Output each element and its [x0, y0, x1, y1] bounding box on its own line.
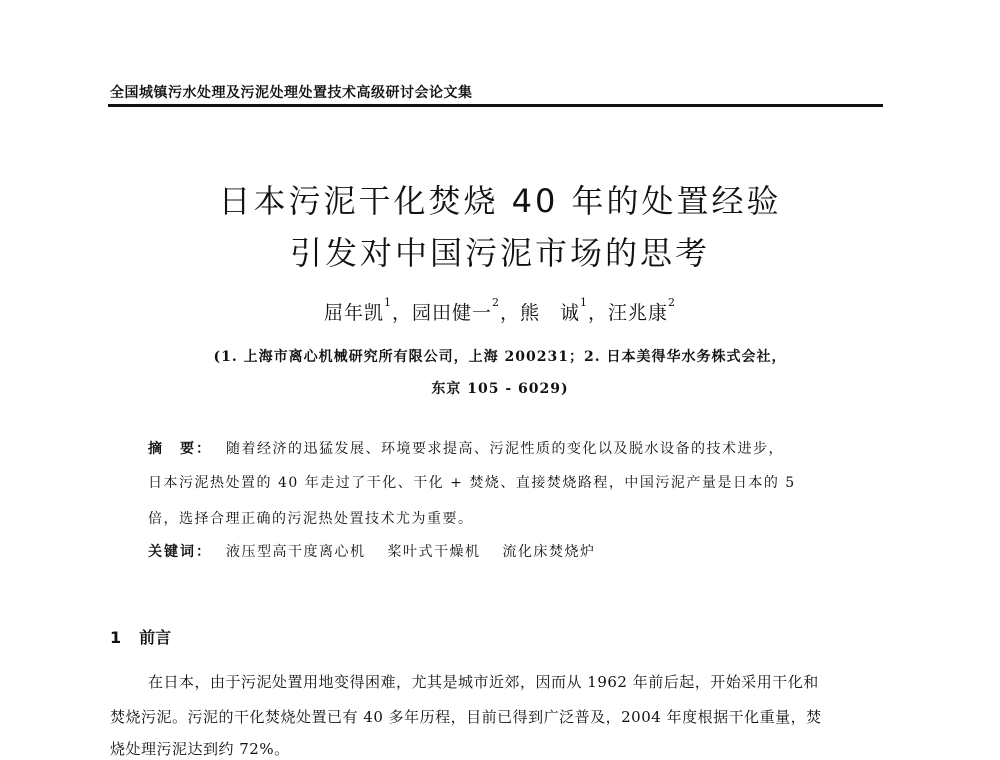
- body-paragraph-line-2: 焚烧污泥。污泥的干化焚烧处置已有 40 多年历程，目前已得到广泛普及，2004 年度根据干化重量，焚: [110, 708, 822, 726]
- title-line-1: 日本污泥干化焚烧 40 年的处置经验: [218, 182, 782, 220]
- author-affiliation-mark: 2: [491, 296, 500, 309]
- author-name: 园田健一: [411, 302, 492, 324]
- keyword: 液压型高干度离心机: [226, 544, 366, 560]
- keywords-line: [148, 541, 858, 561]
- section-title: 前言: [139, 628, 172, 647]
- abstract-line-3: 倍，选择合理正确的污泥热处置技术尤为重要。: [148, 511, 474, 527]
- body-paragraph-line-3: 烧处理污泥达到约 72%。: [110, 740, 290, 758]
- abstract-text: 随着经济的迅猛发展、环境要求提高、污泥性质的变化以及脱水设备的技术进步，: [226, 441, 784, 457]
- author-name: 熊 诚: [520, 302, 581, 324]
- abstract-label: 摘 要：: [148, 441, 212, 457]
- body-paragraph-line-1: 在日本，由于污泥处置用地变得困难，尤其是城市近郊，因而从 1962 年前后起，开始采用干化和: [148, 673, 819, 691]
- running-header: 全国城镇污水处理及污泥处理处置技术高级研讨会论文集: [110, 85, 473, 101]
- title-line-2: 引发对中国污泥市场的思考: [289, 234, 710, 272]
- author-affiliation-mark: 1: [580, 296, 589, 309]
- affiliation-line-1: (1. 上海市离心机械研究所有限公司，上海 200231；2. 日本美得华水务株式会社，: [213, 349, 787, 365]
- affiliation-line-2: 东京 105 - 6029): [431, 381, 569, 397]
- author-affiliation-mark: 1: [383, 296, 392, 309]
- author-separator: ，: [588, 302, 609, 324]
- section-number: 1: [110, 628, 122, 647]
- abstract-line-2: 日本污泥热处置的 40 年走过了干化、干化 + 焚烧、直接焚烧路程，中国污泥产量是日本的 5: [148, 475, 796, 491]
- keyword: 流化床焚烧炉: [502, 544, 596, 560]
- author-name: 汪兆康: [608, 302, 669, 324]
- abstract-line-1: [148, 438, 858, 458]
- author-separator: ，: [499, 302, 520, 324]
- header-rule: [108, 104, 883, 107]
- section-heading: [110, 625, 171, 648]
- author-affiliation-mark: 2: [668, 296, 677, 309]
- keywords-label: 关键词：: [148, 544, 212, 560]
- author-list: [0, 298, 1000, 325]
- author-separator: ，: [391, 302, 412, 324]
- author-name: 屈年凯: [323, 302, 384, 324]
- keyword: 桨叶式干燥机: [387, 544, 481, 560]
